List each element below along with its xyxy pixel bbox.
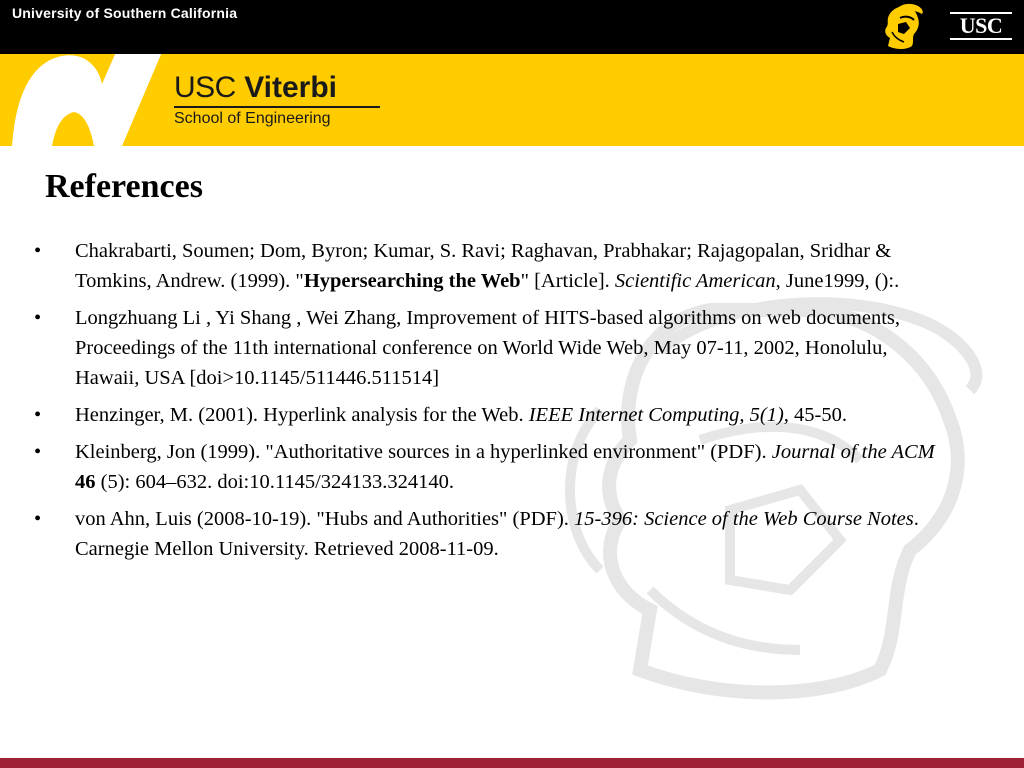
reference-volume: 46 [75, 471, 96, 493]
reference-text: Longzhuang Li , Yi Shang , Wei Zhang, Improvement of HITS-based algorithms on web documents, Proceedings of the 11th international conference on World Wide Web, May 07-11, 2002, Honolulu, Hawaii, USA [doi>10.1145/511446.511514] [75, 307, 901, 389]
reference-list [34, 236, 944, 571]
reference-text: . Carnegie Mellon University. Retrieved 2008-11-09. [75, 508, 919, 560]
reference-text: Kleinberg, Jon (1999). "Authoritative sources in a hyperlinked environment" (PDF). [75, 441, 772, 463]
reference-text: von Ahn, Luis (2008-10-19). "Hubs and Authorities" (PDF). [75, 508, 575, 530]
reference-text: Henzinger, M. (2001). Hyperlink analysis for the Web. [75, 404, 529, 426]
viterbi-logo-name: Viterbi [244, 71, 337, 104]
reference-item-1 [34, 236, 944, 296]
viterbi-v-icon [12, 54, 162, 146]
bullet: • [34, 441, 42, 463]
university-name: University of Southern California [12, 5, 238, 21]
viterbi-logo [174, 72, 380, 129]
reference-journal: Scientific American [614, 270, 776, 292]
reference-item-5 [34, 504, 944, 564]
reference-journal: IEEE Internet Computing, 5(1), [528, 404, 789, 426]
reference-text: (5): 604–632. doi:10.1145/324133.324140. [95, 471, 455, 493]
viterbi-logo-school: School of Engineering [174, 110, 331, 127]
reference-text: " [Article]. [520, 270, 615, 292]
bullet: • [34, 508, 42, 530]
slide-title: References [45, 168, 203, 205]
reference-text: , June1999, ():. [775, 270, 900, 292]
reference-item-3 [34, 400, 944, 430]
bullet: • [34, 404, 42, 426]
reference-authors: Chakrabarti, Soumen; Dom, Byron; Kumar, S. Ravi; Raghavan, Prabhakar; Rajagopalan, Sridhar & Tomkins, Andrew. (1999). " [75, 240, 892, 292]
reference-title: Hypersearching the Web [303, 270, 521, 292]
top-header-bar [0, 0, 1024, 54]
reference-course: 15-396: Science of the Web Course Notes [574, 508, 914, 530]
bottom-cardinal-bar [0, 758, 1024, 768]
viterbi-logo-usc: USC [174, 71, 236, 104]
reference-item-4 [34, 437, 944, 497]
trojan-head-icon [876, 2, 928, 52]
reference-journal: Journal of the ACM [771, 441, 935, 463]
reference-item-2 [34, 303, 944, 393]
viterbi-banner [0, 54, 1024, 146]
bullet: • [34, 240, 42, 262]
bullet: • [34, 307, 42, 329]
viterbi-logo-rule [174, 106, 380, 108]
reference-text: 45-50. [788, 404, 847, 426]
usc-logo: USC [950, 12, 1012, 40]
